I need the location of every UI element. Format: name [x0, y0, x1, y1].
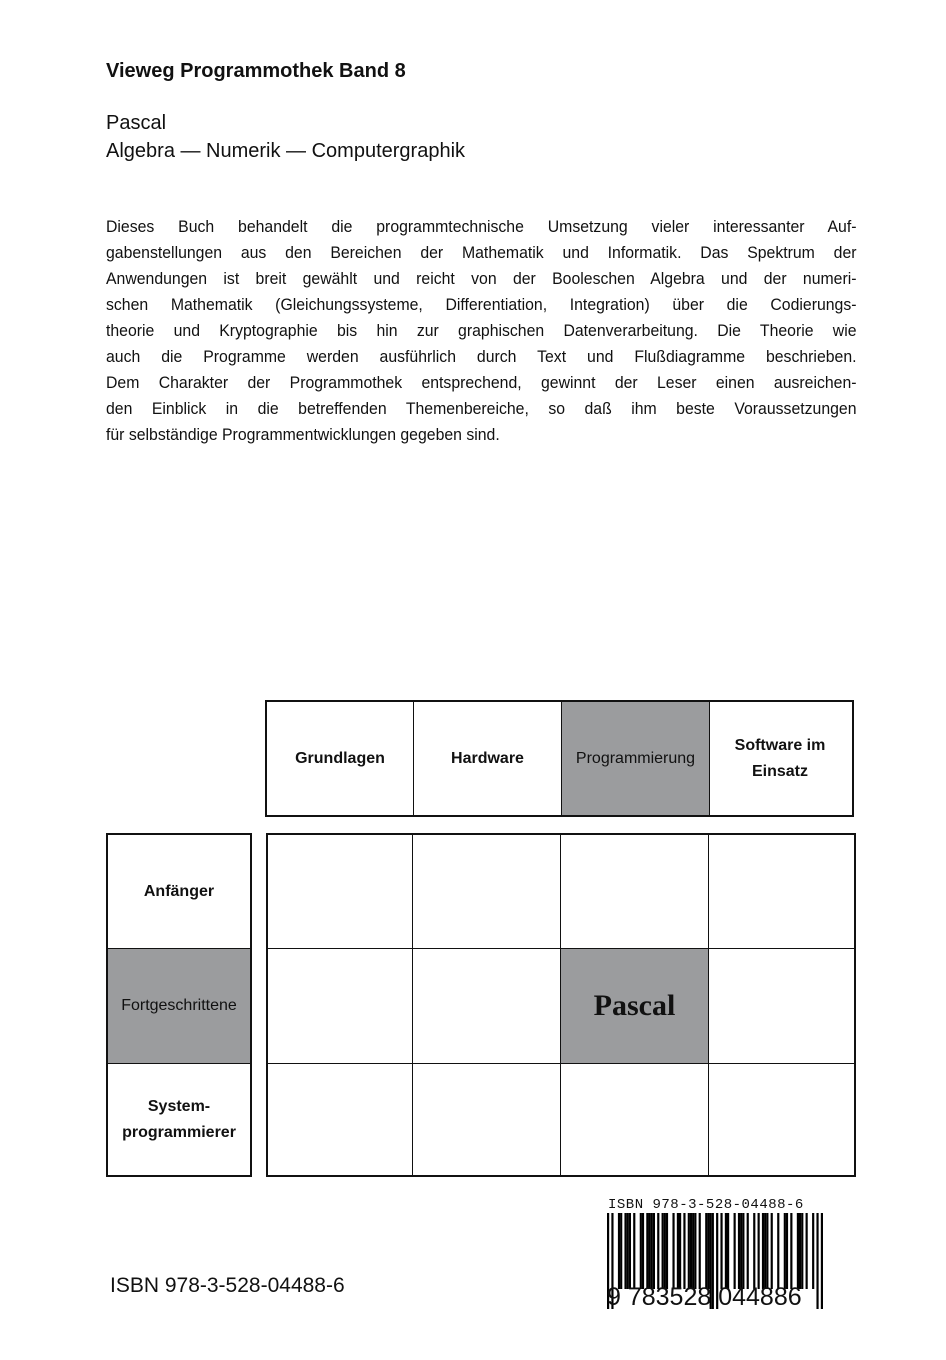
level-header [106, 833, 252, 1177]
description [106, 214, 857, 448]
barcode-bar [651, 1213, 653, 1289]
book-title: Pascal [106, 112, 167, 134]
barcode-bar [633, 1213, 635, 1289]
grid-cell [268, 835, 413, 949]
barcode-bar [677, 1213, 679, 1289]
isbn: ISBN 978-3-528-04488-6 [110, 1274, 345, 1297]
barcode-bar [642, 1213, 644, 1289]
barcode-bar [771, 1213, 773, 1289]
barcode-bar [806, 1213, 808, 1289]
barcode-bar [627, 1213, 629, 1289]
barcode-bar [629, 1213, 631, 1289]
barcode-bar [764, 1213, 766, 1289]
description-line: schen Mathematik (Gleichungssysteme, Differentiation, Integration) über die Codierungs- [106, 295, 857, 314]
description-line: gabenstellungen aus den Bereichen der Mathematik und Informatik. Das Spektrum der [106, 243, 857, 262]
barcode-bar [801, 1213, 803, 1289]
barcode-bar [692, 1213, 694, 1289]
series-title: Vieweg Programmothek Band 8 [106, 60, 406, 82]
barcode-bar [753, 1213, 755, 1289]
category-header [265, 700, 854, 817]
grid-cell [561, 835, 709, 949]
barcode-bar [662, 1213, 664, 1289]
barcode-bar [740, 1213, 742, 1289]
barcode-bar [694, 1213, 696, 1289]
barcode-bar [727, 1213, 729, 1289]
description-line: Anwendungen ist breit gewählt und reicht von der Booleschen Algebra und der numeri- [106, 269, 857, 288]
grid-cell [268, 949, 413, 1064]
description-line: auch die Programme werden ausführlich durch Text und Flußdiagramme beschrieben. [106, 347, 857, 366]
barcode-bar [758, 1213, 760, 1289]
barcode-bar [720, 1213, 722, 1289]
barcode-bar [812, 1213, 814, 1289]
barcode-bar [666, 1213, 668, 1289]
description-line: den Einblick in die betreffenden Themenbereiche, so daß ihm beste Voraussetzungen [106, 399, 857, 418]
grid-cell [268, 1064, 413, 1175]
description-line: für selbständige Programmentwicklungen gegeben sind. [106, 425, 500, 444]
barcode-bar [664, 1213, 666, 1289]
barcode-bar [790, 1213, 792, 1289]
barcode-bar [816, 1213, 818, 1309]
description-line: Dieses Buch behandelt die programmtechnische Umsetzung vieler interessanter Auf- [106, 217, 857, 236]
book-subtitle: Algebra — Numerik — Computergraphik [106, 140, 466, 162]
barcode-bar [821, 1213, 823, 1309]
barcode-bar [688, 1213, 690, 1289]
barcode-bar [618, 1213, 620, 1289]
barcode-bar [699, 1213, 701, 1289]
description-line: Dem Charakter der Programmothek entsprechend, gewinnt der Leser einen ausreichen- [106, 373, 857, 392]
description-line: theorie und Kryptographie bis hin zur graphischen Datenverarbeitung. Die Theorie wie [106, 321, 857, 340]
row-anfaenger: Anfänger [108, 835, 250, 949]
barcode-bar [766, 1213, 768, 1289]
barcode-bar [624, 1213, 626, 1289]
barcode-bar [777, 1213, 779, 1289]
barcode-bar [762, 1213, 764, 1289]
grid-cell [413, 1064, 561, 1175]
column-grundlagen: Grundlagen [267, 702, 414, 815]
category-grid [266, 833, 856, 1177]
barcode-bar [797, 1213, 799, 1289]
barcode-bar [648, 1213, 650, 1289]
barcode-bar [799, 1213, 801, 1289]
column-software: Software im Einsatz [734, 736, 826, 780]
grid-cell [413, 949, 561, 1064]
row-fortgeschrittene: Fortgeschrittene [108, 949, 250, 1064]
barcode-bar [679, 1213, 681, 1289]
grid-cell [413, 835, 561, 949]
barcode-bar [786, 1213, 788, 1289]
barcode-bar [683, 1213, 685, 1289]
barcode-bar [653, 1213, 655, 1289]
barcode-bar [705, 1213, 707, 1289]
barcode-digits: 9 783528 044886 [607, 1283, 802, 1311]
barcode-bar [784, 1213, 786, 1289]
column-programmierung: Programmierung [562, 702, 710, 815]
grid-cell [561, 1064, 709, 1175]
grid-cell [709, 949, 854, 1064]
barcode-bar [672, 1213, 674, 1289]
barcode-bar [742, 1213, 744, 1289]
barcode-bar [747, 1213, 749, 1289]
barcode-bar [646, 1213, 648, 1289]
barcode-bar [707, 1213, 709, 1289]
barcode-bar [725, 1213, 727, 1289]
column-hardware: Hardware [414, 702, 562, 815]
grid-cell [709, 835, 854, 949]
barcode-isbn: ISBN 978-3-528-04488-6 [608, 1197, 804, 1213]
barcode-bar [657, 1213, 659, 1289]
row-systemprogrammierer: System-programmierer [122, 1097, 236, 1141]
barcode-bar [690, 1213, 692, 1289]
barcode-bar [640, 1213, 642, 1289]
barcode-bar [738, 1213, 740, 1289]
barcode-bar [620, 1213, 622, 1289]
highlight-cell: Pascal [561, 949, 709, 1064]
barcode-bar [734, 1213, 736, 1289]
grid-cell [709, 1064, 854, 1175]
